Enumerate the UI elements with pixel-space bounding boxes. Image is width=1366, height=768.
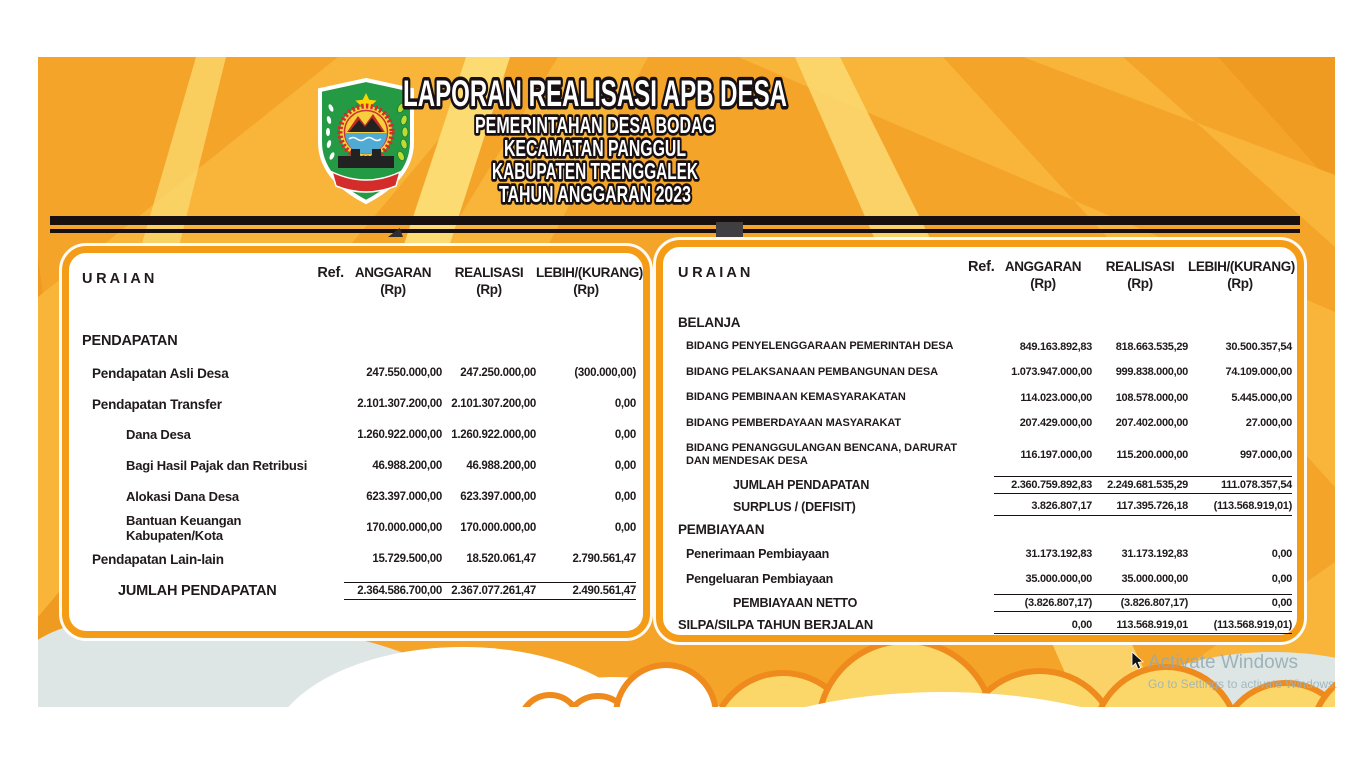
banner-title: LAPORAN REALISASI APB DESA — [403, 73, 787, 114]
row-anggaran: 2.360.759.892,83 — [994, 476, 1092, 494]
table-row — [678, 496, 1292, 518]
table-row — [678, 614, 1292, 637]
row-label: Bantuan Keuangan Kabupaten/Kota — [126, 512, 242, 543]
table-row — [678, 518, 1287, 541]
row-anggaran: 35.000.000,00 — [1025, 573, 1092, 586]
row-anggaran: 114.023.000,00 — [1020, 391, 1092, 404]
row-anggaran — [344, 340, 442, 344]
row-lebih: 111.078.357,54 — [1188, 476, 1292, 494]
col-ref: Ref. — [317, 265, 344, 281]
col-lebih-rp: (Rp) — [573, 281, 599, 297]
row-realisasi: 818.663.535,29 — [1115, 340, 1188, 353]
row-realisasi — [1092, 321, 1188, 325]
belanja-rows — [678, 311, 1292, 637]
table-row — [82, 420, 636, 451]
banner-line4: KABUPATEN TRENGGALEK — [492, 158, 699, 184]
col-lebih — [1188, 259, 1295, 293]
row-label: Dana Desa — [126, 427, 191, 443]
row-anggaran: 849.163.892,83 — [1019, 340, 1092, 353]
row-label: Pendapatan Asli Desa — [92, 365, 229, 381]
col-realisasi-label: REALISASI — [454, 265, 524, 280]
table-row — [678, 360, 1292, 386]
row-label: Pengeluaran Pembiayaan — [686, 572, 834, 587]
row-label: PENDAPATAN — [82, 333, 178, 350]
table-row — [678, 436, 1292, 474]
pendapatan-rows — [82, 325, 636, 604]
row-anggaran — [994, 528, 1092, 532]
row-anggaran: 247.550.000,00 — [366, 367, 442, 380]
col-lebih — [536, 265, 643, 299]
row-anggaran: 46.988.200,00 — [372, 460, 442, 473]
table-row — [82, 358, 636, 389]
row-anggaran: (3.826.807,17) — [994, 594, 1092, 612]
row-anggaran: 31.173.192,83 — [1025, 547, 1092, 560]
row-label: BIDANG PEMBERDAYAAN MASYARAKAT — [686, 416, 901, 429]
row-lebih: (113.568.919,01) — [1188, 498, 1292, 515]
row-label: Pendapatan Transfer — [92, 396, 222, 412]
row-anggaran: 207.429.000,00 — [1019, 417, 1092, 430]
table-row — [678, 411, 1292, 437]
row-realisasi: 117.395.726,18 — [1092, 498, 1188, 515]
separator-line-thin — [50, 229, 1300, 233]
row-anggaran: 3.826.807,17 — [994, 498, 1092, 515]
row-label: BELANJA — [678, 314, 741, 330]
row-realisasi: 35.000.000,00 — [1121, 573, 1188, 586]
col-realisasi-rp: (Rp) — [476, 281, 502, 297]
row-realisasi: 247.250.000,00 — [460, 367, 536, 380]
row-label: SILPA/SILPA TAHUN BERJALAN — [678, 617, 874, 633]
col-uraian: U R A I A N — [82, 271, 155, 287]
row-realisasi: 115.200.000,00 — [1116, 448, 1188, 461]
row-label: BIDANG PELAKSANAAN PEMBANGUNAN DESA — [686, 365, 938, 378]
table-row — [82, 512, 636, 544]
row-anggaran: 1.073.947.000,00 — [1011, 366, 1092, 379]
row-realisasi: 207.402.000,00 — [1115, 417, 1188, 430]
row-lebih: 74.109.000,00 — [1225, 366, 1292, 379]
row-realisasi: (3.826.807,17) — [1092, 594, 1188, 612]
row-lebih: (300.000,00) — [574, 367, 636, 380]
col-uraian: U R A I A N — [678, 265, 751, 281]
row-lebih: 0,00 — [614, 491, 636, 504]
row-label: BIDANG PEMBINAAN KEMASYARAKATAN — [686, 391, 906, 404]
banner-line3: KECAMATAN PANGGUL — [504, 135, 686, 161]
row-lebih — [536, 340, 636, 344]
row-anggaran: 1.260.922.000,00 — [357, 429, 442, 442]
row-realisasi: 1.260.922.000,00 — [451, 429, 536, 442]
row-lebih: 0,00 — [614, 522, 636, 535]
col-realisasi — [442, 265, 536, 299]
row-lebih: 30.500.357,54 — [1225, 340, 1292, 353]
col-anggaran-rp: (Rp) — [380, 281, 406, 297]
row-lebih: 0,00 — [614, 429, 636, 442]
row-label: Penerimaan Pembiayaan — [686, 546, 830, 561]
row-anggaran: 170.000.000,00 — [366, 522, 442, 535]
row-realisasi: 2.367.077.261,47 — [442, 582, 536, 601]
row-lebih: 0,00 — [1271, 547, 1292, 560]
row-anggaran — [994, 321, 1092, 325]
row-realisasi: 999.838.000,00 — [1115, 366, 1188, 379]
row-label: PEMBIAYAAN NETTO — [733, 595, 858, 610]
separator-line-thick — [50, 216, 1300, 225]
row-lebih: 2.790.561,47 — [572, 553, 636, 566]
row-label: BIDANG PENYELENGGARAAN PEMERINTAH DESA — [686, 340, 954, 353]
row-label: Alokasi Dana Desa — [126, 489, 239, 505]
row-anggaran: 623.397.000,00 — [366, 491, 442, 504]
row-realisasi: 46.988.200,00 — [466, 460, 536, 473]
row-label: JUMLAH PENDAPATAN — [118, 582, 277, 599]
col-anggaran — [994, 259, 1092, 293]
row-lebih: 0,00 — [614, 460, 636, 473]
col-realisasi-rp: (Rp) — [1127, 275, 1153, 291]
banner-line2: PEMERINTAHAN DESA BODAG — [475, 112, 715, 138]
row-anggaran: 2.364.586.700,00 — [344, 582, 442, 601]
table-row — [678, 385, 1292, 411]
col-anggaran-rp: (Rp) — [1030, 275, 1056, 291]
banner-line5: TAHUN ANGGARAN 2023 — [499, 181, 691, 207]
separator-tab — [716, 222, 743, 238]
col-realisasi-label: REALISASI — [1105, 259, 1175, 274]
table-row — [678, 567, 1292, 593]
row-label: Pendapatan Lain-lain — [92, 551, 224, 567]
row-label: SURPLUS / (DEFISIT) — [733, 499, 856, 514]
row-anggaran: 15.729.500,00 — [372, 553, 442, 566]
col-anggaran-label: ANGGARAN — [354, 265, 432, 280]
col-anggaran — [344, 265, 442, 299]
row-realisasi: 2.249.681.535,29 — [1092, 476, 1188, 494]
row-lebih: 0,00 — [614, 398, 636, 411]
table-row — [678, 541, 1292, 567]
row-anggaran: 116.197.000,00 — [1020, 448, 1092, 461]
table-row — [82, 578, 636, 604]
col-lebih-label: LEBIH/(KURANG) — [1188, 259, 1295, 274]
row-label: JUMLAH PENDAPATAN — [733, 477, 870, 492]
row-realisasi: 108.578.000,00 — [1115, 391, 1188, 404]
row-realisasi — [442, 340, 536, 344]
row-lebih: 997.000,00 — [1239, 448, 1292, 461]
table-row — [82, 544, 636, 575]
col-anggaran-label: ANGGARAN — [1004, 259, 1082, 274]
row-label: PEMBIAYAAN — [678, 521, 765, 537]
col-lebih-label: LEBIH/(KURANG) — [536, 265, 643, 280]
row-lebih — [1188, 321, 1292, 325]
row-lebih: 27.000,00 — [1245, 417, 1292, 430]
table-row — [82, 482, 636, 513]
row-label: BIDANG PENANGGULANGAN BENCANA, DARURAT DAN MENDESAK DESA — [686, 442, 957, 467]
table-row — [82, 325, 633, 358]
belanja-panel — [656, 240, 1304, 642]
table-row — [82, 451, 636, 482]
activate-windows-watermark — [1148, 652, 1337, 691]
table-header — [82, 265, 643, 325]
row-lebih: (113.568.919,01) — [1188, 617, 1292, 634]
row-lebih — [1188, 528, 1292, 532]
watermark-line1: Activate Windows — [1148, 652, 1298, 673]
watermark-line2: Go to Settings to activate Windows. — [1148, 677, 1338, 691]
row-lebih: 0,00 — [1188, 594, 1292, 612]
col-ref: Ref. — [968, 259, 995, 275]
pendapatan-panel — [62, 246, 650, 638]
row-lebih: 2.490.561,47 — [536, 582, 636, 601]
row-lebih: 0,00 — [1271, 573, 1292, 586]
row-anggaran: 0,00 — [994, 617, 1092, 634]
table-row — [82, 389, 636, 420]
table-row — [678, 474, 1292, 496]
row-realisasi: 170.000.000,00 — [460, 522, 536, 535]
table-row — [678, 592, 1292, 614]
row-realisasi: 623.397.000,00 — [460, 491, 536, 504]
row-realisasi — [1092, 528, 1188, 532]
col-realisasi — [1092, 259, 1188, 293]
row-realisasi: 2.101.307.200,00 — [451, 398, 536, 411]
row-anggaran: 2.101.307.200,00 — [357, 398, 442, 411]
row-realisasi: 113.568.919,01 — [1092, 617, 1188, 634]
row-realisasi: 31.173.192,83 — [1121, 547, 1188, 560]
row-realisasi: 18.520.061,47 — [466, 553, 536, 566]
col-lebih-rp: (Rp) — [1227, 275, 1253, 291]
table-header — [678, 259, 1295, 311]
mouse-cursor-icon — [1131, 652, 1145, 670]
row-lebih: 5.445.000,00 — [1231, 391, 1292, 404]
row-label: Bagi Hasil Pajak dan Retribusi — [126, 458, 308, 474]
table-row — [678, 334, 1292, 360]
table-row — [678, 311, 1287, 334]
